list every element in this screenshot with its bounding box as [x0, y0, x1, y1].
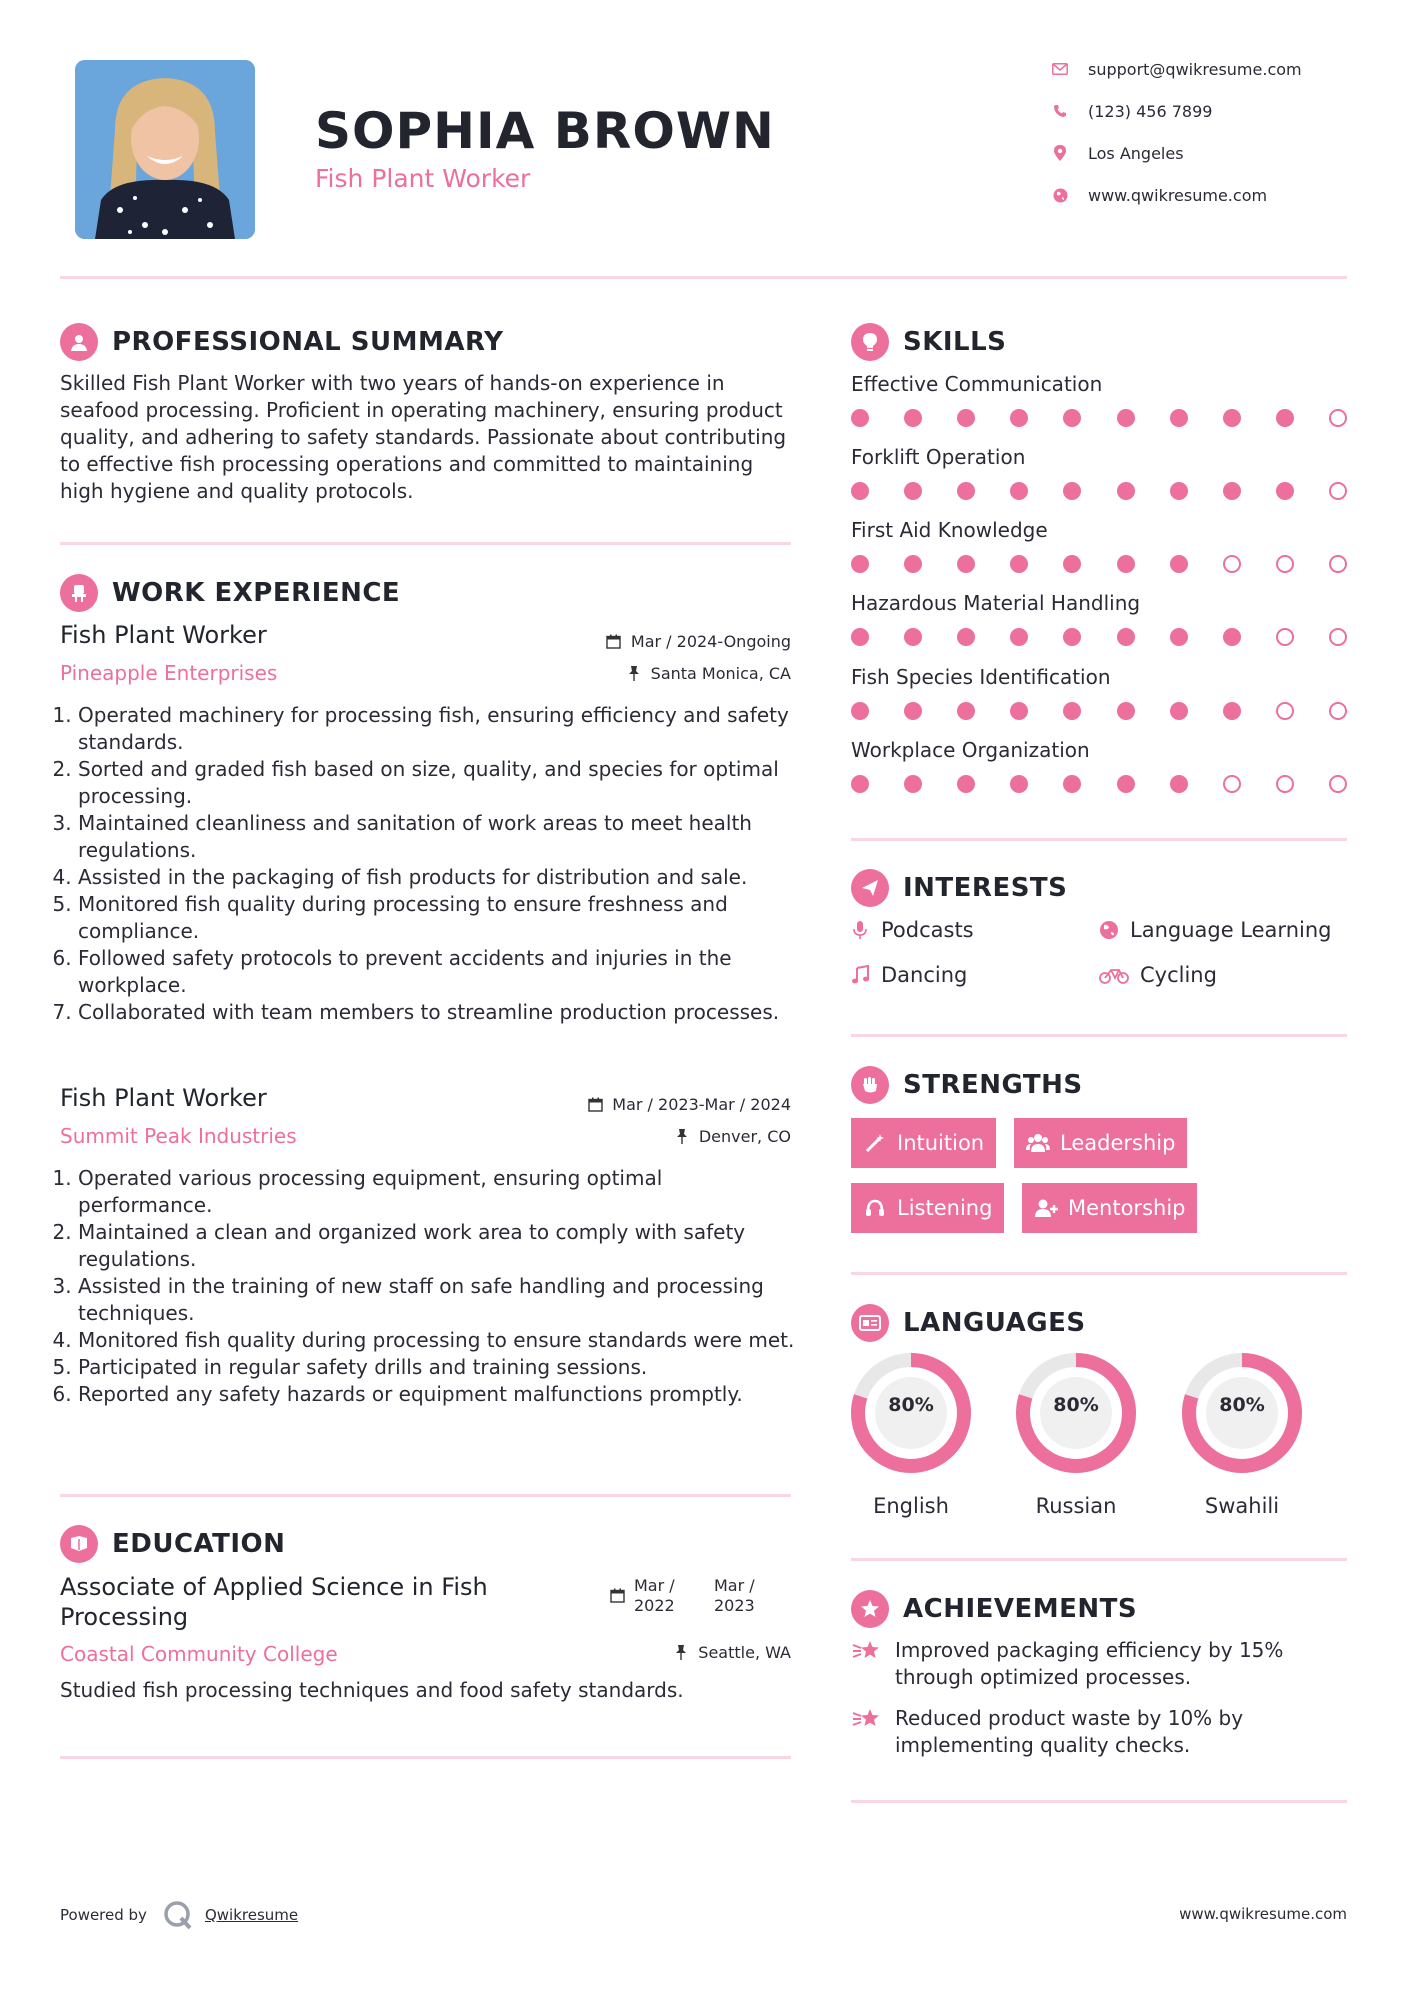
experience-title: WORK EXPERIENCE	[112, 578, 401, 608]
strength-label: Intuition	[897, 1131, 985, 1155]
skill-2-rating	[851, 482, 1347, 500]
job-1-title: Fish Plant Worker	[60, 621, 267, 649]
list-item: 2. Sorted and graded fish based on size, quality, and species for optimal processing.	[78, 756, 795, 810]
job-1-location-text: Santa Monica, CA	[650, 664, 791, 683]
language-percent: 80%	[888, 1394, 934, 1416]
skill-6-name: Workplace Organization	[851, 738, 1090, 762]
rating-dot-filled	[1117, 775, 1135, 793]
job-2-location	[673, 1127, 791, 1146]
skill-3-name: First Aid Knowledge	[851, 518, 1048, 542]
skill-4-rating	[851, 628, 1347, 646]
skill-5-rating	[851, 702, 1347, 720]
rating-dot-filled	[851, 775, 869, 793]
rating-dot-filled	[1010, 555, 1028, 573]
job-2-dates-text: Mar / 2023-Mar / 2024	[612, 1095, 791, 1114]
rating-dot-filled	[1276, 409, 1294, 427]
interests-divider	[851, 1034, 1347, 1037]
achievement-2	[851, 1705, 1341, 1759]
list-item: 5. Participated in regular safety drills and training sessions.	[78, 1354, 795, 1381]
shooting-star-icon	[851, 1637, 883, 1664]
summary-divider	[60, 542, 791, 545]
education-degree: Associate of Applied Science in Fish Processing	[60, 1573, 488, 1631]
education-school: Coastal Community College	[60, 1642, 338, 1666]
rating-dot-filled	[1170, 702, 1188, 720]
pushpin-icon	[625, 665, 643, 683]
fist-icon	[851, 1066, 889, 1104]
education-description: Studied fish processing techniques and food safety standards.	[60, 1678, 684, 1702]
rating-dot-filled	[957, 775, 975, 793]
job-2-duties	[60, 1165, 795, 1408]
rating-dot-empty	[1223, 555, 1241, 573]
header-divider	[60, 276, 1347, 279]
envelope-icon	[1050, 59, 1070, 79]
rating-dot-filled	[1117, 555, 1135, 573]
skill-1-name: Effective Communication	[851, 372, 1103, 396]
strength-intuition	[851, 1118, 996, 1168]
summary-heading	[60, 323, 503, 361]
education-heading	[60, 1525, 285, 1563]
rating-dot-empty	[1329, 555, 1347, 573]
language-name: English	[873, 1494, 949, 1518]
rating-dot-filled	[957, 555, 975, 573]
strengths-heading	[851, 1066, 1083, 1104]
rating-dot-filled	[1010, 409, 1028, 427]
skill-3-rating	[851, 555, 1347, 573]
rating-dot-filled	[1063, 628, 1081, 646]
skills-heading	[851, 323, 1006, 361]
phone-icon	[1050, 101, 1070, 121]
list-item: 4. Assisted in the packaging of fish products for distribution and sale.	[78, 864, 795, 891]
microphone-icon	[849, 919, 871, 941]
rating-dot-filled	[904, 628, 922, 646]
rating-dot-filled	[957, 482, 975, 500]
rating-dot-empty	[1223, 775, 1241, 793]
contact-phone-text: (123) 456 7899	[1088, 101, 1213, 121]
pushpin-icon	[672, 1644, 690, 1662]
rating-dot-filled	[1170, 628, 1188, 646]
graduation-icon	[60, 1525, 98, 1563]
rating-dot-filled	[904, 775, 922, 793]
rating-dot-filled	[957, 628, 975, 646]
list-item: 3. Maintained cleanliness and sanitation of work areas to meet health regulations.	[78, 810, 795, 864]
rating-dot-filled	[851, 482, 869, 500]
star-badge-icon	[851, 1590, 889, 1628]
education-location-text: Seattle, WA	[698, 1643, 791, 1662]
list-item: 6. Reported any safety hazards or equipment malfunctions promptly.	[78, 1381, 795, 1408]
candidate-name: SOPHIA BROWN	[315, 102, 775, 160]
summary-text: Skilled Fish Plant Worker with two years of hands-on experience in seafood processing. Proficient in operating machinery, ensuring product quality, and adhering to safety standards. Passionate about contributing to effective fish processing operations and committed to maintaining high hygiene and quality protocols.	[60, 371, 787, 503]
contact-location-text: Los Angeles	[1088, 143, 1184, 163]
users-icon	[1026, 1131, 1050, 1155]
music-note-icon	[849, 964, 871, 986]
list-item: 6. Followed safety protocols to prevent accidents and injuries in the workplace.	[78, 945, 795, 999]
rating-dot-filled	[1063, 482, 1081, 500]
education-dates	[608, 1576, 774, 1616]
list-item: 1. Operated various processing equipment, ensuring optimal performance.	[78, 1165, 795, 1219]
rating-dot-empty	[1329, 409, 1347, 427]
achievements-divider	[851, 1800, 1347, 1803]
list-item: 3. Assisted in the training of new staff on safe handling and processing techniques.	[78, 1273, 795, 1327]
achievements-heading	[851, 1590, 1137, 1628]
rating-dot-filled	[1063, 409, 1081, 427]
rating-dot-empty	[1276, 702, 1294, 720]
id-card-icon	[851, 1304, 889, 1342]
rating-dot-filled	[1170, 775, 1188, 793]
interest-podcasts	[849, 918, 974, 942]
rating-dot-filled	[851, 409, 869, 427]
rating-dot-empty	[1276, 555, 1294, 573]
interest-label: Language Learning	[1130, 918, 1332, 942]
achievement-text: Improved packaging efficiency by 15% through optimized processes.	[895, 1638, 1284, 1689]
interest-label: Dancing	[881, 963, 968, 987]
education-divider	[60, 1756, 791, 1759]
rating-dot-filled	[1170, 555, 1188, 573]
interest-label: Cycling	[1140, 963, 1217, 987]
chair-icon	[60, 574, 98, 612]
rating-dot-filled	[1010, 628, 1028, 646]
summary-title: PROFESSIONAL SUMMARY	[112, 327, 504, 357]
skill-1-rating	[851, 409, 1347, 427]
rating-dot-filled	[957, 702, 975, 720]
job-1-duties	[60, 702, 795, 1026]
rating-dot-filled	[1117, 409, 1135, 427]
languages-heading	[851, 1304, 1086, 1342]
candidate-title: Fish Plant Worker	[315, 164, 531, 193]
strength-mentorship	[1022, 1183, 1197, 1233]
powered-by-text: Powered by	[60, 1906, 147, 1924]
rating-dot-filled	[957, 409, 975, 427]
rating-dot-empty	[1276, 775, 1294, 793]
job-1-company: Pineapple Enterprises	[60, 661, 278, 685]
interest-language-learning	[1098, 918, 1331, 942]
strengths-title: STRENGTHS	[903, 1070, 1083, 1100]
rating-dot-filled	[904, 482, 922, 500]
brand-link[interactable]: Qwikresume	[204, 1906, 299, 1924]
list-item: 2. Maintained a clean and organized work area to comply with safety regulations.	[78, 1219, 795, 1273]
interest-cycling	[1098, 963, 1217, 987]
lightbulb-icon	[851, 323, 889, 361]
rating-dot-filled	[1010, 702, 1028, 720]
contact-website[interactable]	[1050, 183, 1267, 207]
map-pin-icon	[1050, 143, 1070, 163]
achievements-title: ACHIEVEMENTS	[903, 1594, 1138, 1624]
rating-dot-filled	[904, 555, 922, 573]
rating-dot-empty	[1329, 628, 1347, 646]
rating-dot-filled	[1170, 409, 1188, 427]
rating-dot-empty	[1329, 482, 1347, 500]
list-item: 4. Monitored fish quality during processing to ensure standards were met.	[78, 1327, 795, 1354]
contact-location	[1050, 141, 1184, 165]
calendar-icon	[605, 633, 623, 651]
paper-plane-icon	[851, 869, 889, 907]
rating-dot-filled	[1063, 555, 1081, 573]
education-title: EDUCATION	[112, 1529, 286, 1559]
strength-listening	[851, 1183, 1004, 1233]
rating-dot-filled	[904, 409, 922, 427]
job-2-title: Fish Plant Worker	[60, 1084, 267, 1112]
rating-dot-empty	[1329, 702, 1347, 720]
interests-title: INTERESTS	[903, 873, 1068, 903]
skill-6-rating	[851, 775, 1347, 793]
globe-icon	[1050, 185, 1070, 205]
footer-powered-by	[60, 1900, 298, 1930]
rating-dot-filled	[1117, 702, 1135, 720]
rating-dot-filled	[1063, 775, 1081, 793]
list-item: 1. Operated machinery for processing fish, ensuring efficiency and safety standards.	[78, 702, 795, 756]
pushpin-icon	[673, 1128, 691, 1146]
rating-dot-filled	[1117, 482, 1135, 500]
contact-email-text: support@qwikresume.com	[1088, 59, 1302, 79]
job-2-location-text: Denver, CO	[698, 1127, 791, 1146]
interests-heading	[851, 869, 1067, 907]
calendar-icon	[586, 1096, 604, 1114]
language-percent: 80%	[1053, 1394, 1099, 1416]
experience-heading	[60, 574, 400, 612]
rating-dot-filled	[851, 555, 869, 573]
languages-divider	[851, 1558, 1347, 1561]
job-2-dates	[586, 1095, 791, 1114]
rating-dot-filled	[1276, 482, 1294, 500]
strengths-divider	[851, 1272, 1347, 1275]
profile-photo	[75, 60, 255, 239]
rating-dot-filled	[851, 628, 869, 646]
list-item: 5. Monitored fish quality during processing to ensure freshness and compliance.	[78, 891, 795, 945]
language-russian	[1013, 1350, 1139, 1518]
interest-label: Podcasts	[881, 918, 974, 942]
footer-url[interactable]: www.qwikresume.com	[1179, 1905, 1347, 1923]
rating-dot-filled	[1010, 775, 1028, 793]
qwikresume-logo-icon	[163, 1900, 193, 1930]
education-date-end: Mar / 2023	[714, 1576, 755, 1615]
rating-dot-filled	[851, 702, 869, 720]
magic-wand-icon	[863, 1131, 887, 1155]
rating-dot-filled	[1063, 702, 1081, 720]
job-1-dates	[605, 632, 791, 651]
experience-divider	[60, 1494, 791, 1497]
user-plus-icon	[1034, 1196, 1058, 1220]
job-1-dates-text: Mar / 2024-Ongoing	[630, 632, 791, 651]
language-swahili	[1179, 1350, 1305, 1518]
skills-title: SKILLS	[903, 327, 1007, 357]
rating-dot-filled	[1223, 409, 1241, 427]
globe-icon	[1098, 919, 1120, 941]
shooting-star-icon	[851, 1705, 883, 1732]
strength-label: Mentorship	[1068, 1196, 1186, 1220]
job-2-company: Summit Peak Industries	[60, 1124, 297, 1148]
achievement-1	[851, 1637, 1341, 1691]
skill-5-name: Fish Species Identification	[851, 665, 1111, 689]
languages-title: LANGUAGES	[903, 1308, 1086, 1338]
rating-dot-filled	[1117, 628, 1135, 646]
education-date-start: Mar / 2022	[634, 1576, 675, 1615]
rating-dot-filled	[1223, 482, 1241, 500]
contact-website-text: www.qwikresume.com	[1088, 185, 1268, 205]
list-item: 7. Collaborated with team members to streamline production processes.	[78, 999, 795, 1026]
rating-dot-filled	[1223, 628, 1241, 646]
bicycle-icon	[1098, 964, 1130, 986]
calendar-icon	[608, 1586, 626, 1604]
user-icon	[60, 323, 98, 361]
skill-4-name: Hazardous Material Handling	[851, 591, 1141, 615]
achievement-text: Reduced product waste by 10% by implementing quality checks.	[895, 1706, 1244, 1757]
rating-dot-filled	[1223, 702, 1241, 720]
interest-dancing	[849, 963, 967, 987]
rating-dot-filled	[904, 702, 922, 720]
rating-dot-filled	[1010, 482, 1028, 500]
rating-dot-filled	[1170, 482, 1188, 500]
strength-leadership	[1014, 1118, 1187, 1168]
language-name: Swahili	[1204, 1494, 1280, 1518]
job-1-location	[625, 664, 791, 683]
rating-dot-empty	[1276, 628, 1294, 646]
education-location	[672, 1643, 791, 1662]
contact-email[interactable]	[1050, 57, 1302, 81]
language-percent: 80%	[1219, 1394, 1265, 1416]
language-english	[848, 1350, 974, 1518]
strength-label: Listening	[897, 1196, 993, 1220]
language-name: Russian	[1035, 1494, 1117, 1518]
headphones-icon	[863, 1196, 887, 1220]
skill-2-name: Forklift Operation	[851, 445, 1026, 469]
contact-phone[interactable]	[1050, 99, 1212, 123]
skills-divider	[851, 838, 1347, 841]
rating-dot-empty	[1329, 775, 1347, 793]
strength-label: Leadership	[1060, 1131, 1176, 1155]
